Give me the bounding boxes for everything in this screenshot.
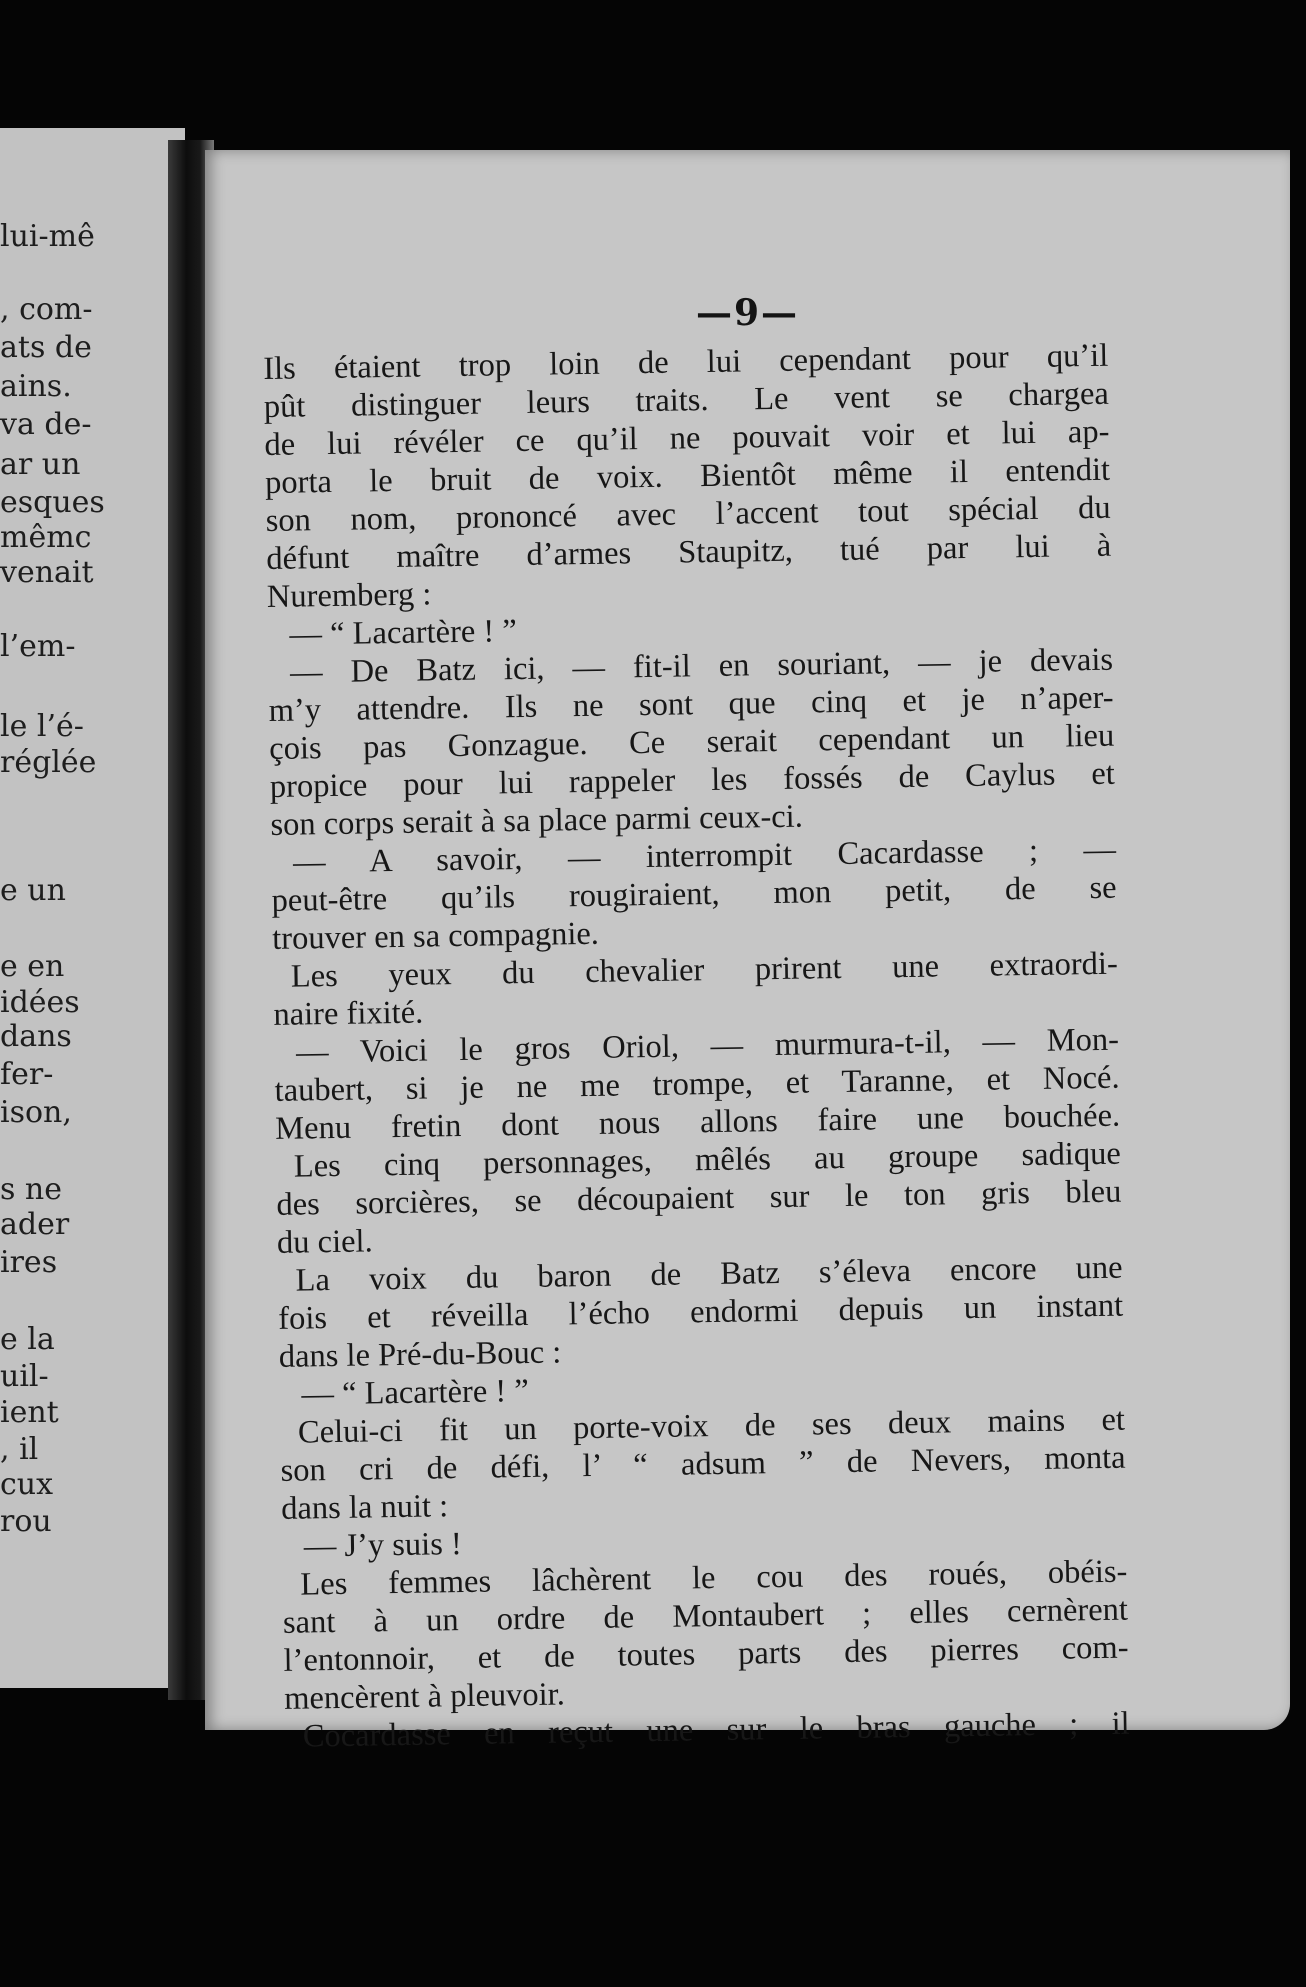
left-page-text-fragment: ires — [0, 1245, 58, 1280]
left-page-text-fragment: e un — [0, 873, 66, 908]
page-number: —9— — [695, 292, 800, 334]
left-page-text-fragment: ar un — [0, 447, 81, 482]
text-line: Nuremberg : — [266, 576, 432, 615]
text-line: porta le bruit de voix. Bientôt même il entendit — [264, 451, 1111, 501]
left-page-text-fragment: lui-mê — [0, 219, 95, 254]
left-page-text-fragment: idées — [0, 985, 80, 1020]
left-page-text-fragment: , com- — [0, 292, 93, 327]
text-line: fois et réveilla l’écho endormi depuis un instant — [277, 1287, 1124, 1337]
text-line: — “ Lacartère ! ” — [289, 613, 518, 653]
left-page-text-fragment: s ne — [0, 1172, 63, 1207]
text-line: — Voici le gros Oriol, — murmura-t-il, — Mon- — [295, 1021, 1120, 1071]
text-line: pût distinguer leurs traits. Le vent se chargea — [263, 375, 1110, 425]
left-page-text-fragment: ats de — [0, 330, 92, 365]
text-line: Celui-ci fit un porte-voix de ses deux mains et — [297, 1401, 1126, 1451]
text-line: La voix du baron de Batz s’éleva encore une — [295, 1249, 1123, 1299]
text-line: son corps serait à sa place parmi ceux-ci. — [270, 798, 804, 843]
left-page-text-fragment: dans — [0, 1019, 72, 1054]
text-line: naire fixité. — [273, 994, 424, 1033]
left-page-text-fragment: ains. — [0, 369, 72, 404]
text-line: des sorcières, se découpaient sur le ton gris bleu — [276, 1173, 1122, 1223]
left-page-text-fragment: uil- — [0, 1359, 49, 1394]
left-page-text-fragment: rou — [0, 1504, 52, 1539]
right-page — [205, 150, 1290, 1755]
text-line: dans le Pré-du-Bouc : — [278, 1334, 562, 1375]
text-line: mencèrent à pleuvoir. — [283, 1676, 566, 1717]
left-page-text-fragment: mêmc — [0, 520, 92, 555]
text-line: Les yeux du chevalier prirent une extraordi- — [290, 945, 1119, 995]
left-page-text-fragment: ison, — [0, 1095, 72, 1130]
text-line: m’y attendre. Ils ne sont que cinq et je n’aper- — [268, 679, 1114, 729]
left-page-text-fragment: le l’é- — [0, 709, 84, 744]
text-line: du ciel. — [276, 1223, 373, 1261]
text-line: çois pas Gonzague. Ce serait cependant un lieu — [268, 717, 1115, 767]
text-line: Menu fretin dont nous allons faire une bouchée. — [274, 1097, 1121, 1147]
text-line: — J’y suis ! — [303, 1526, 463, 1565]
body-text — [263, 337, 1130, 1756]
left-page-text-fragment: venait — [0, 555, 94, 590]
left-page-text-fragment: cux — [0, 1467, 54, 1502]
left-page-text-fragment: , il — [0, 1432, 39, 1467]
left-page-text-fragment: réglée — [0, 745, 97, 780]
left-page-text-fragment: fer- — [0, 1057, 54, 1092]
text-line: Cocardasse en reçut une sur le bras gauche ; il — [302, 1705, 1130, 1755]
text-line: taubert, si je ne me trompe, et Taranne, et Nocé. — [274, 1059, 1120, 1109]
left-page-text-fragment: l’em- — [0, 629, 76, 664]
text-line: trouver en sa compagnie. — [271, 915, 600, 957]
text-line: sant à un ordre de Montaubert ; elles cernèrent — [282, 1591, 1129, 1641]
left-page-fragment — [0, 128, 185, 1688]
text-line: défunt maître d’armes Staupitz, tué par lui à — [266, 527, 1112, 577]
text-line: son cri de défi, l’ “ adsum ” de Nevers, monta — [280, 1439, 1126, 1489]
text-line: propice pour lui rappeler les fossés de Caylus et — [269, 755, 1116, 805]
text-line: — “ Lacartère ! ” — [301, 1372, 529, 1413]
left-page-text-fragment: esques — [0, 485, 105, 520]
text-line: de lui révéler ce qu’il ne pouvait voir et lui ap- — [264, 413, 1110, 463]
text-line: Les cinq personnages, mêlés au groupe sadique — [293, 1135, 1122, 1185]
left-page-text-fragment: ader — [0, 1207, 70, 1242]
text-line: — A savoir, — interrompit Cacardasse ; — — [292, 831, 1117, 881]
left-page-text-fragment: e la — [0, 1322, 55, 1357]
text-line: Ils étaient trop loin de lui cependant pour qu’il — [263, 337, 1109, 387]
text-line: peut-être qu’ils rougiraient, mon petit, de se — [271, 869, 1117, 919]
text-line: dans la nuit : — [280, 1488, 449, 1527]
text-line: Les femmes lâchèrent le cou des roués, obéis- — [300, 1553, 1128, 1603]
text-line: — De Batz ici, — fit-il en souriant, — je devais — [289, 641, 1114, 691]
text-line: son nom, prononcé avec l’accent tout spécial du — [265, 489, 1111, 539]
left-page-text-fragment: ient — [0, 1395, 59, 1430]
left-page-text-fragment: va de- — [0, 407, 92, 442]
left-page-text-fragment: e en — [0, 949, 65, 984]
text-line: l’entonnoir, et de toutes parts des pierres com- — [283, 1629, 1129, 1679]
